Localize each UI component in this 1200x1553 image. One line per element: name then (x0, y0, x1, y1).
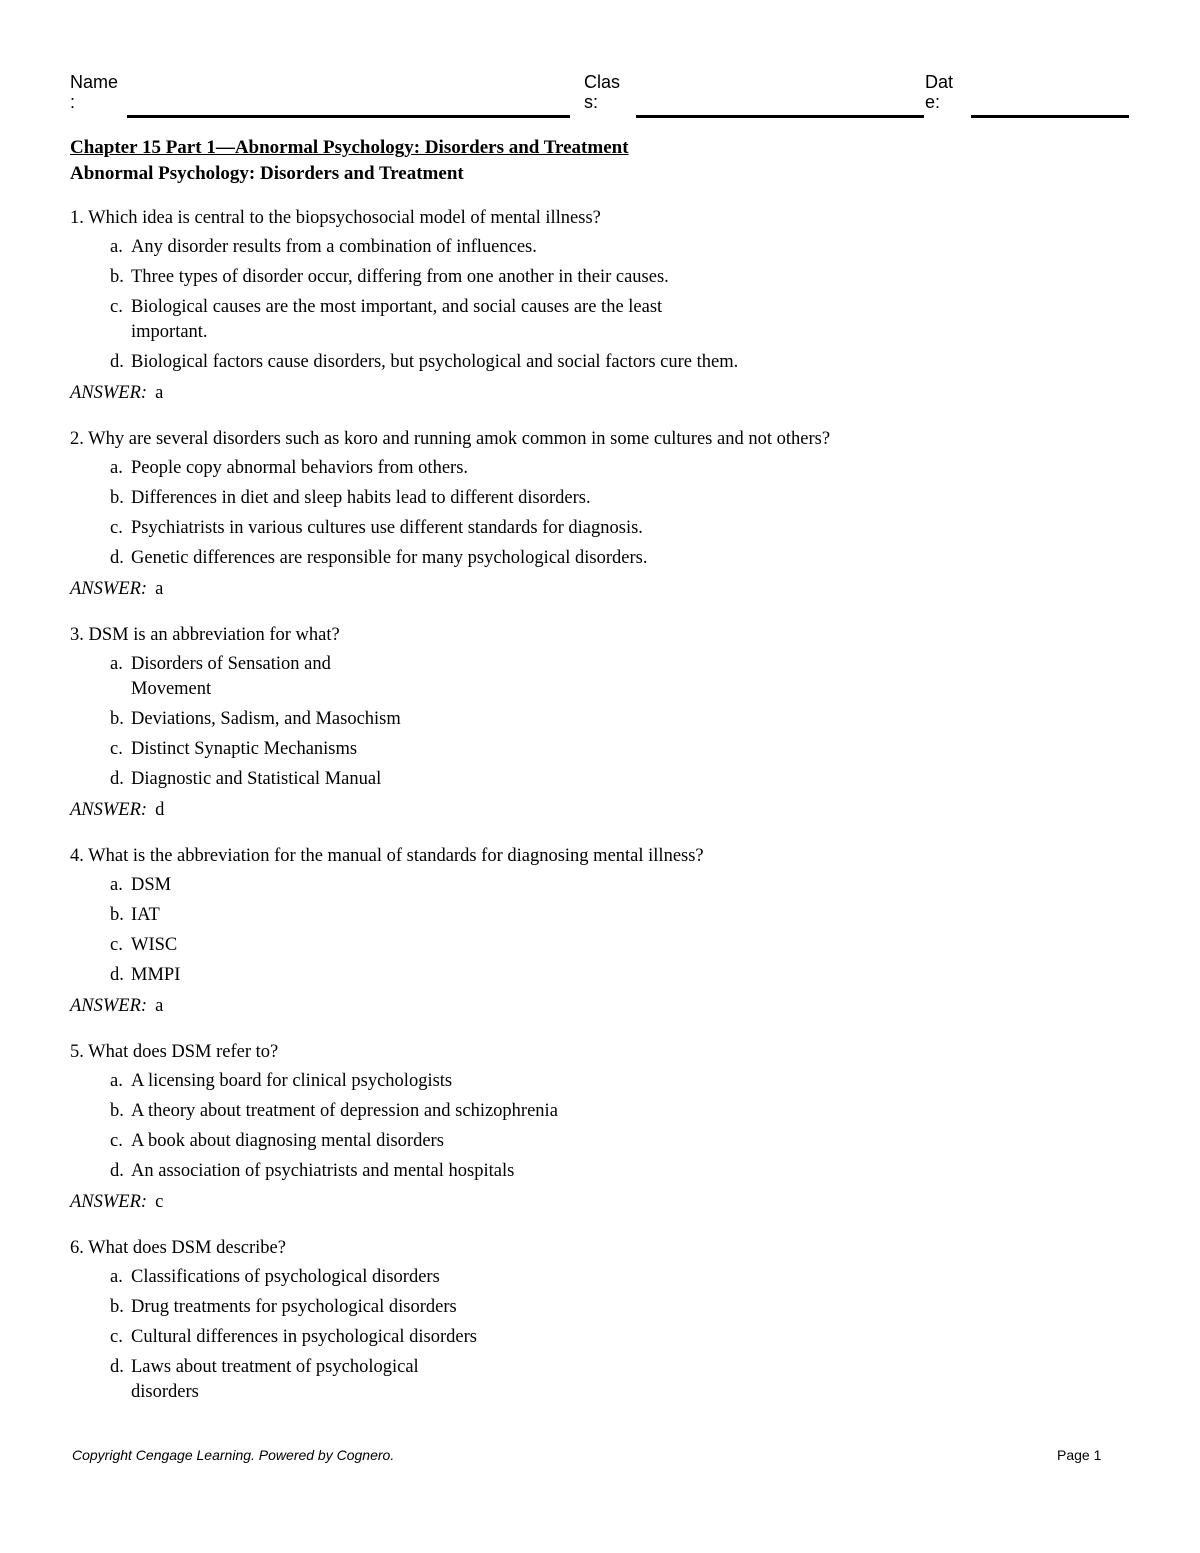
choice-letter: a. (110, 654, 123, 674)
answer-value: d (155, 800, 165, 820)
choice-text (131, 235, 537, 260)
answer-value: a (155, 383, 164, 403)
question-text: 5. What does DSM refer to? (70, 1042, 279, 1062)
choice-text (131, 546, 647, 571)
choice-text (131, 1295, 457, 1320)
answer-choice (110, 265, 1130, 290)
question-block (70, 426, 1130, 602)
question-list (70, 205, 1130, 1425)
answer-choice (110, 350, 1130, 375)
choice-text (131, 903, 160, 928)
choice-text (131, 1325, 477, 1350)
answer-choice (110, 737, 1130, 762)
choice-text (131, 516, 643, 541)
answer-line (70, 576, 1130, 602)
choice-text (131, 1265, 440, 1290)
answer-choice (110, 1355, 1130, 1405)
answer-choice (110, 1129, 1130, 1154)
choice-text (131, 873, 171, 898)
answer-line (70, 993, 1130, 1019)
choice-text (131, 963, 180, 988)
choice-text-line: Biological factors cause disorders, but psychological and social factors cure them. (131, 352, 739, 372)
page-number: Page 1 (1057, 1447, 1102, 1463)
choice-letter: a. (110, 875, 123, 895)
chapter-title: Chapter 15 Part 1—Abnormal Psychology: Disorders and Treatment (70, 137, 629, 158)
choice-letter: b. (110, 905, 124, 925)
choice-text-line: A book about diagnosing mental disorders (131, 1131, 444, 1151)
answer-choice (110, 1069, 1130, 1094)
choice-text-line: IAT (131, 905, 160, 925)
choice-letter: d. (110, 548, 124, 568)
answer-label: ANSWER: (70, 996, 148, 1016)
question-block (70, 843, 1130, 1019)
question-text: 1. Which idea is central to the biopsychosocial model of mental illness? (70, 208, 601, 228)
choice-text-line: Genetic differences are responsible for many psychological disorders. (131, 548, 648, 568)
choice-text (131, 1099, 558, 1124)
question-block (70, 1235, 1130, 1405)
question-text: 3. DSM is an abbreviation for what? (70, 625, 340, 645)
choice-text-line: People copy abnormal behaviors from others. (131, 458, 469, 478)
answer-line (70, 797, 1130, 823)
answer-choice (110, 873, 1130, 898)
choice-text-line: Deviations, Sadism, and Masochism (131, 709, 401, 729)
choice-text (131, 933, 177, 958)
date-field-line[interactable] (971, 115, 1129, 118)
choice-text (131, 486, 591, 511)
choice-text-line: Three types of disorder occur, differing from one another in their causes. (131, 267, 669, 287)
choice-text-line: Movement (131, 679, 212, 699)
choice-text (131, 350, 738, 375)
choice-text-line: Any disorder results from a combination of influences. (131, 237, 537, 257)
answer-choice (110, 767, 1130, 792)
answer-choice (110, 707, 1130, 732)
answer-choice (110, 963, 1130, 988)
section-title: Abnormal Psychology: Disorders and Treatment (70, 163, 464, 184)
choice-letter: d. (110, 1357, 124, 1377)
copyright-footer: Copyright Cengage Learning. Powered by Cognero. (72, 1447, 395, 1463)
answer-choice (110, 546, 1130, 571)
choice-letter: c. (110, 1131, 123, 1151)
choice-letter: d. (110, 1161, 124, 1181)
answer-choice (110, 235, 1130, 260)
question-block (70, 622, 1130, 823)
answer-label: ANSWER: (70, 383, 148, 403)
choice-letter: d. (110, 965, 124, 985)
choice-text-line: DSM (131, 875, 172, 895)
choice-text-line: disorders (131, 1382, 199, 1402)
choice-letter: a. (110, 1267, 123, 1287)
choice-text-line: An association of psychiatrists and mental hospitals (131, 1161, 515, 1181)
choice-text-line: Laws about treatment of psychological (131, 1357, 419, 1377)
choice-text (131, 1069, 452, 1094)
choice-letter: b. (110, 1297, 124, 1317)
choice-text-line: WISC (131, 935, 178, 955)
answer-choice (110, 933, 1130, 958)
answer-label: ANSWER: (70, 579, 148, 599)
choice-letter: b. (110, 488, 124, 508)
choice-text (131, 707, 401, 732)
choice-text-line: Diagnostic and Statistical Manual (131, 769, 382, 789)
choice-text-line: Classifications of psychological disorders (131, 1267, 440, 1287)
answer-choice (110, 516, 1130, 541)
question-block (70, 1039, 1130, 1215)
choice-letter: b. (110, 1101, 124, 1121)
choice-text (131, 737, 357, 762)
choice-letter: b. (110, 709, 124, 729)
choice-text-line: Biological causes are the most important, and social causes are the least (131, 297, 663, 317)
choice-letter: b. (110, 267, 124, 287)
choice-text (131, 1355, 419, 1405)
choice-letter: c. (110, 1327, 123, 1347)
choice-letter: c. (110, 935, 123, 955)
choice-text-line: Cultural differences in psychological disorders (131, 1327, 477, 1347)
choice-letter: a. (110, 1071, 123, 1091)
choice-letter: a. (110, 237, 123, 257)
choice-letter: d. (110, 352, 124, 372)
name-field-line[interactable] (127, 115, 570, 118)
choice-text (131, 265, 669, 290)
name-label: Name : (70, 72, 119, 112)
choice-text-line: A licensing board for clinical psychologists (131, 1071, 453, 1091)
answer-line (70, 1189, 1130, 1215)
choice-text-line: Drug treatments for psychological disorders (131, 1297, 457, 1317)
question-text: 2. Why are several disorders such as koro and running amok common in some cultures and not others? (70, 429, 831, 449)
choice-letter: d. (110, 769, 124, 789)
choice-text-line: A theory about treatment of depression and schizophrenia (131, 1101, 558, 1121)
choice-text (131, 767, 381, 792)
choice-text (131, 295, 662, 345)
answer-value: c (155, 1192, 164, 1212)
answer-choice (110, 1325, 1130, 1350)
answer-choice (110, 903, 1130, 928)
answer-choice (110, 652, 1130, 702)
choice-letter: a. (110, 458, 123, 478)
choice-text-line: Psychiatrists in various cultures use different standards for diagnosis. (131, 518, 643, 538)
answer-label: ANSWER: (70, 800, 148, 820)
choice-text (131, 652, 331, 702)
choice-letter: c. (110, 518, 123, 538)
answer-choice (110, 486, 1130, 511)
answer-value: a (155, 996, 164, 1016)
question-block (70, 205, 1130, 406)
answer-choice (110, 1159, 1130, 1184)
choice-text-line: Distinct Synaptic Mechanisms (131, 739, 358, 759)
choice-text-line: MMPI (131, 965, 181, 985)
answer-choice (110, 456, 1130, 481)
choice-text (131, 1159, 514, 1184)
answer-choice (110, 1099, 1130, 1124)
class-field-line[interactable] (636, 115, 924, 118)
choice-letter: c. (110, 739, 123, 759)
choice-text-line: Differences in diet and sleep habits lead to different disorders. (131, 488, 591, 508)
answer-value: a (155, 579, 164, 599)
question-text: 4. What is the abbreviation for the manual of standards for diagnosing mental illness? (70, 846, 704, 866)
class-label: Clas s: (584, 72, 621, 112)
answer-choice (110, 295, 1130, 345)
answer-choice (110, 1295, 1130, 1320)
question-text: 6. What does DSM describe? (70, 1238, 286, 1258)
answer-label: ANSWER: (70, 1192, 148, 1212)
choice-text (131, 1129, 444, 1154)
choice-text-line: Disorders of Sensation and (131, 654, 331, 674)
answer-line (70, 380, 1130, 406)
answer-choice (110, 1265, 1130, 1290)
choice-text-line: important. (131, 322, 208, 342)
choice-text (131, 456, 468, 481)
choice-letter: c. (110, 297, 123, 317)
date-label: Dat e: (925, 72, 954, 112)
